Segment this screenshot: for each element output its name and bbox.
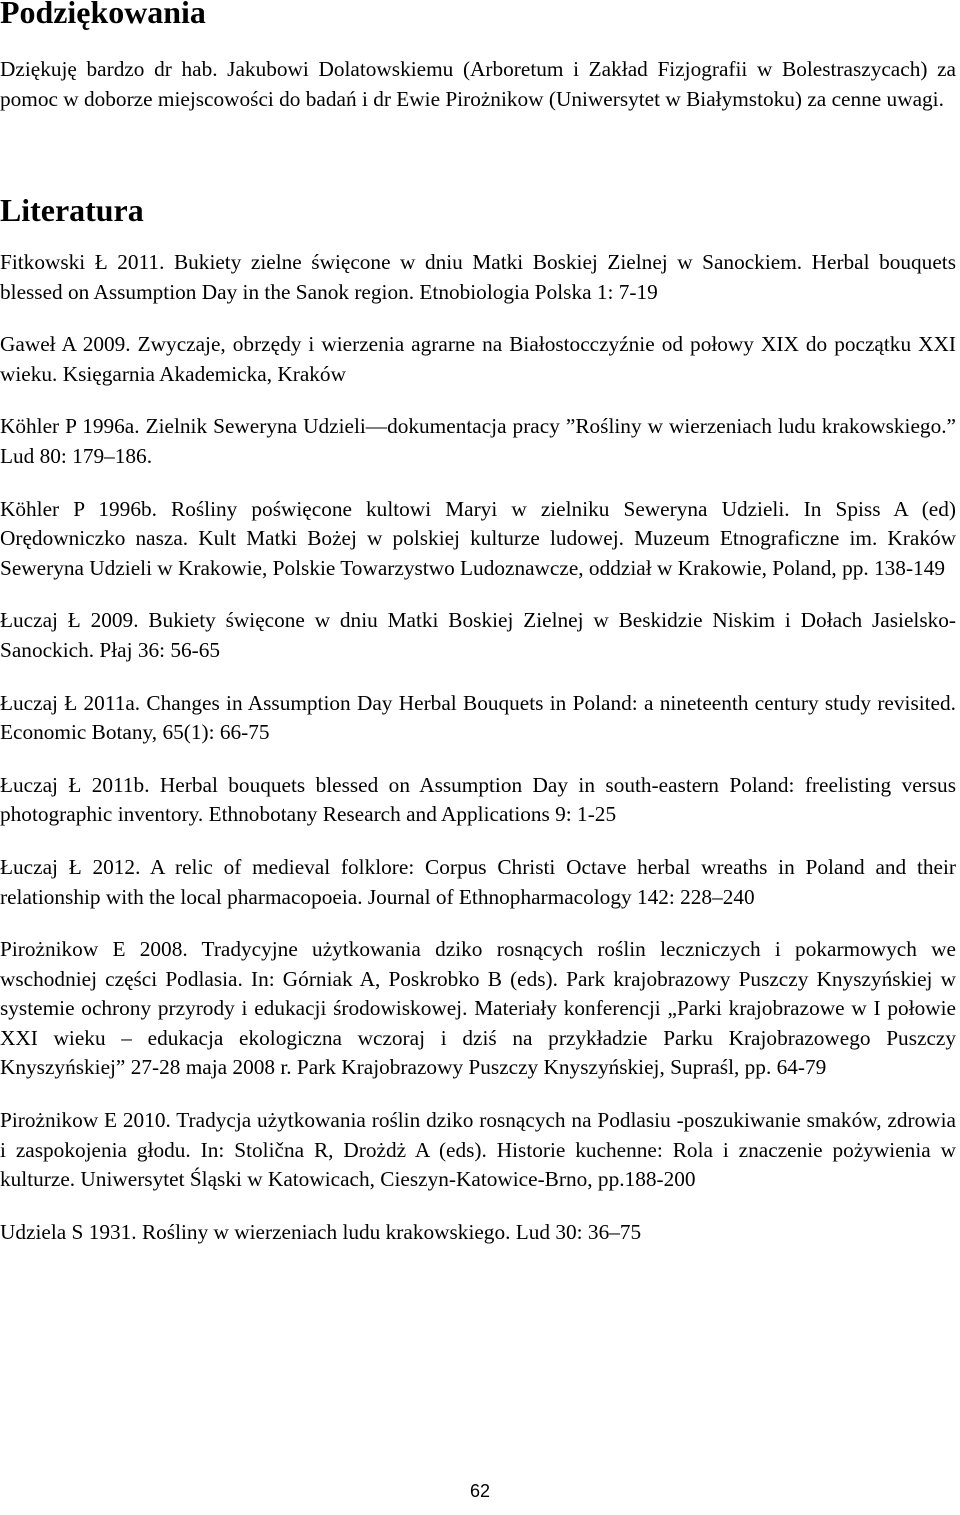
literature-heading: Literatura <box>0 193 144 228</box>
reference-item: Łuczaj Ł 2009. Bukiety święcone w dniu Matki Boskiej Zielnej w Beskidzie Niskim i Dołach Jasielsko-Sanockich. Płaj 36: 56-65 <box>0 608 956 662</box>
page-number: 62 <box>469 1481 491 1501</box>
reference-item: Gaweł A 2009. Zwyczaje, obrzędy i wierzenia agrarne na Białostocczyźnie od połowy XIX do początku XXI wieku. Księgarnia Akademicka, Kraków <box>0 332 956 386</box>
reference-list <box>0 248 956 1270</box>
reference-item: Łuczaj Ł 2011b. Herbal bouquets blessed on Assumption Day in south-eastern Poland: freelisting versus photographic inventory. Ethnobotany Research and Applications 9: 1-25 <box>0 772 956 827</box>
reference-item: Pirożnikow E 2010. Tradycja użytkowania roślin dziko rosnących na Podlasiu -poszukiwanie smaków, zdrowia i zaspokojenia głodu. In: Stolična R, Drożdż A (eds). Historie kuchenne: Rola i znaczenie pożywienia w kulturze. Uniwersytet Śląski w Katowicach, Cieszyn-Katowice-Brno, pp.188-200 <box>0 1108 956 1192</box>
reference-item: Udziela S 1931. Rośliny w wierzeniach ludu krakowskiego. Lud 30: 36–75 <box>0 1219 642 1244</box>
acknowledgements-text: Dziękuję bardzo dr hab. Jakubowi Dolatowskiemu (Arboretum i Zakład Fizjografii w Bolestraszycach) za pomoc w doborze miejscowości do badań i dr Ewie Pirożnikow (Uniwersytet w Białymstoku) za cenne uwagi. <box>0 57 956 111</box>
reference-item: Pirożnikow E 2008. Tradycyjne użytkowania dziko rosnących roślin leczniczych i pokarmowych we wschodniej części Podlasia. In: Górniak A, Poskrobko B (eds). Park krajobrazowy Puszczy Knyszyńskiej w systemie ochrony przyrody i edukacji środowiskowej. Materiały konferencji „Parki krajobrazowe w I połowie XXI wieku – edukacja ekologiczna wczoraj i dziś na przykładzie Parku Krajobrazowego Puszczy Knyszyńskiej” 27-28 maja 2008 r. Park Krajobrazowy Puszczy Knyszyńskiej, Supraśl, pp. 64-79 <box>0 937 956 1080</box>
reference-item: Köhler P 1996a. Zielnik Seweryna Udzieli—dokumentacja pracy ”Rośliny w wierzeniach ludu krakowskiego.” Lud 80: 179–186. <box>0 414 956 468</box>
reference-item: Fitkowski Ł 2011. Bukiety zielne święcone w dniu Matki Boskiej Zielnej w Sanockiem. Herbal bouquets blessed on Assumption Day in the Sanok region. Etnobiologia Polska 1: 7-19 <box>0 250 956 304</box>
reference-item: Łuczaj Ł 2011a. Changes in Assumption Day Herbal Bouquets in Poland: a nineteenth century study revisited. Economic Botany, 65(1): 66-75 <box>0 690 956 745</box>
acknowledgements-heading: Podziękowania <box>0 0 206 30</box>
reference-item: Köhler P 1996b. Rośliny poświęcone kultowi Maryi w zielniku Seweryna Udzieli. In Spiss A (ed) Orędowniczko nasza. Kult Matki Bożej w polskiej kulturze ludowej. Muzeum Etnograficzne im. Kraków Seweryna Udzieli w Krakowie, Polskie Towarzystwo Ludoznawcze, oddział w Krakowie, Poland, pp. 138-149 <box>0 496 956 580</box>
reference-item: Łuczaj Ł 2012. A relic of medieval folklore: Corpus Christi Octave herbal wreaths in Poland and their relationship with the local pharmacopoeia. Journal of Ethnopharmacology 142: 228–240 <box>0 854 956 909</box>
